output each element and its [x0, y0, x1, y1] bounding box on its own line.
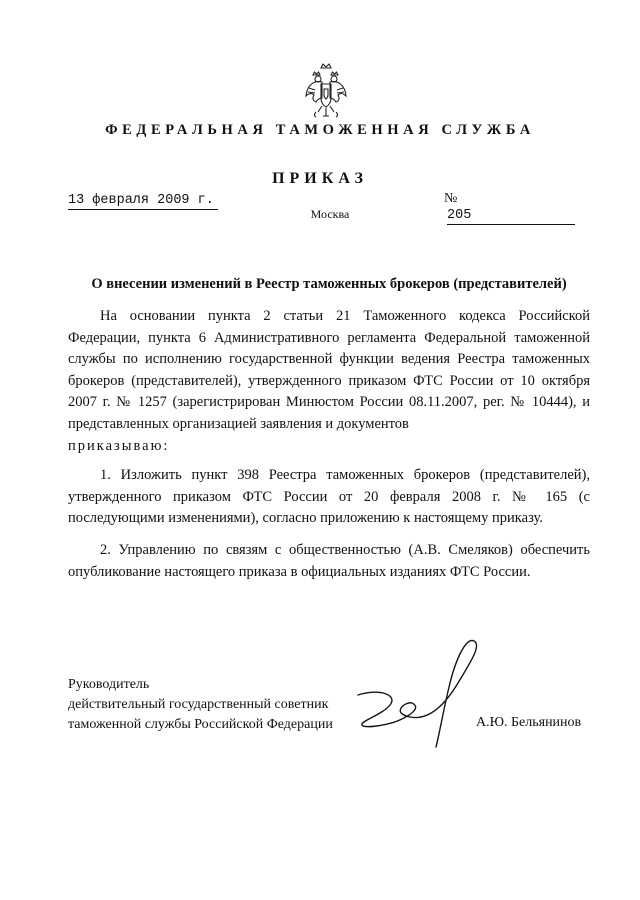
order-date: 13 февраля 2009 г.	[68, 193, 218, 210]
signatory-name: А.Ю. Бельянинов	[476, 715, 582, 730]
handwritten-signature	[350, 633, 500, 753]
signatory-title-line-3: таможенной службы Российской Федерации	[68, 717, 333, 732]
item-2-paragraph: 2. Управлению по связям с общественностью (А.В. Смеляков) обеспечить опубликование настоящего приказа в официальных изданиях ФТС России.	[68, 541, 590, 580]
preamble-paragraph: На основании пункта 2 статьи 21 Таможенного кодекса Российской Федерации, пункта 6 Административного регламента Федеральной таможенной службы по исполнению государственной функции ведения Реестра таможенных брокеров (представителей), утвержденного приказом ФТС России от 10 октября 2007 г. № 1257 (зарегистрирован Минюстом России 08.11.2007, рег. № 10444), и представленных организацией заявления и документов	[68, 308, 590, 432]
signatory-title-line-1: Руководитель	[68, 677, 150, 692]
item-1-paragraph: 1. Изложить пункт 398 Реестра таможенных брокеров (представителей), утвержденного приказом ФТС России от 20 февраля 2008 г. № 165 (с последующими изменениями), согласно приложению к настоящему приказу.	[68, 467, 590, 527]
document-type-title: ПРИКАЗ	[272, 170, 368, 187]
order-body	[68, 306, 590, 583]
order-word: приказываю:	[68, 437, 170, 454]
number-sign: №	[444, 191, 458, 206]
agency-name: ФЕДЕРАЛЬНАЯ ТАМОЖЕННАЯ СЛУЖБА	[105, 122, 535, 138]
order-subject: О внесении изменений в Реестр таможенных брокеров (представителей)	[91, 276, 567, 292]
signatory-title-line-2: действительный государственный советник	[68, 697, 329, 712]
number-value: 205	[447, 208, 575, 225]
city-label: Москва	[310, 207, 350, 221]
signatory-title	[68, 675, 368, 735]
coat-of-arms-emblem-icon	[303, 62, 349, 120]
